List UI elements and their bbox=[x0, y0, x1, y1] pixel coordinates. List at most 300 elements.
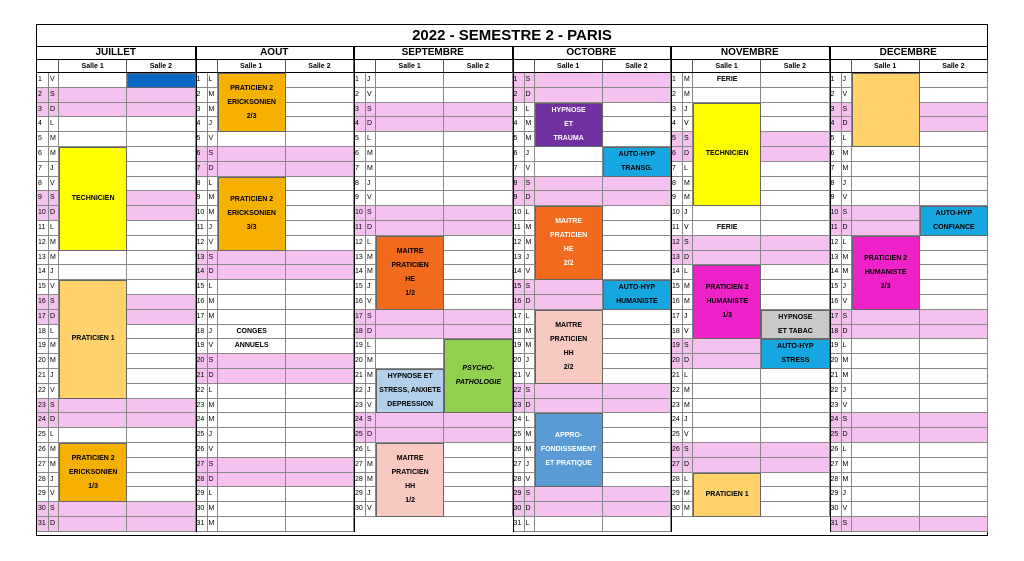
room-slot[interactable] bbox=[218, 354, 286, 369]
room-slot[interactable] bbox=[286, 88, 354, 103]
room-slot[interactable] bbox=[920, 236, 988, 251]
room-slot[interactable] bbox=[444, 147, 512, 162]
room-slot[interactable] bbox=[603, 310, 671, 325]
room-slot[interactable] bbox=[761, 191, 829, 206]
room-slot[interactable] bbox=[286, 221, 354, 236]
room-slot[interactable] bbox=[376, 132, 444, 147]
room-slot[interactable] bbox=[127, 339, 195, 354]
room-slot[interactable] bbox=[444, 103, 512, 118]
room-slot[interactable] bbox=[286, 384, 354, 399]
room-slot[interactable] bbox=[535, 147, 603, 162]
room-slot[interactable] bbox=[286, 251, 354, 266]
room-slot[interactable] bbox=[59, 428, 127, 443]
room-slot[interactable] bbox=[761, 384, 829, 399]
room-slot[interactable] bbox=[852, 147, 920, 162]
room-slot[interactable] bbox=[218, 310, 286, 325]
room-slot[interactable] bbox=[286, 236, 354, 251]
room-slot[interactable] bbox=[127, 280, 195, 295]
room-slot[interactable] bbox=[535, 295, 603, 310]
room-slot[interactable] bbox=[535, 73, 603, 88]
room-slot[interactable] bbox=[376, 221, 444, 236]
room-slot[interactable] bbox=[286, 458, 354, 473]
room-slot[interactable] bbox=[761, 147, 829, 162]
event-block[interactable] bbox=[852, 236, 920, 310]
day-number: 13 bbox=[196, 251, 208, 266]
room-slot[interactable] bbox=[376, 339, 444, 354]
room-slot[interactable] bbox=[761, 295, 829, 310]
room-slot[interactable] bbox=[127, 384, 195, 399]
room-slot[interactable] bbox=[127, 502, 195, 517]
room-slot[interactable] bbox=[761, 280, 829, 295]
room-slot[interactable] bbox=[286, 280, 354, 295]
room-slot[interactable] bbox=[127, 487, 195, 502]
room-slot[interactable] bbox=[761, 103, 829, 118]
room-slot[interactable] bbox=[761, 458, 829, 473]
event-block[interactable] bbox=[920, 206, 988, 236]
room-slot[interactable] bbox=[852, 399, 920, 414]
room-slot[interactable] bbox=[603, 354, 671, 369]
room-slot[interactable] bbox=[127, 325, 195, 340]
room-slot[interactable] bbox=[693, 251, 761, 266]
room-slot[interactable] bbox=[852, 369, 920, 384]
room-slot[interactable] bbox=[852, 162, 920, 177]
room-slot[interactable] bbox=[693, 369, 761, 384]
room-slot[interactable] bbox=[376, 206, 444, 221]
room-slot[interactable] bbox=[376, 428, 444, 443]
room-slot[interactable] bbox=[127, 458, 195, 473]
room-slot[interactable] bbox=[852, 458, 920, 473]
room-slot[interactable] bbox=[218, 295, 286, 310]
room-slot[interactable] bbox=[852, 354, 920, 369]
room-slot[interactable] bbox=[603, 443, 671, 458]
event-block[interactable] bbox=[127, 73, 195, 88]
room-slot[interactable] bbox=[920, 443, 988, 458]
room-slot[interactable] bbox=[286, 310, 354, 325]
room-slot[interactable] bbox=[218, 502, 286, 517]
event-block[interactable] bbox=[693, 73, 761, 88]
room-slot[interactable] bbox=[286, 206, 354, 221]
room-slot[interactable] bbox=[218, 384, 286, 399]
room-slot[interactable] bbox=[444, 413, 512, 428]
room-slot[interactable] bbox=[444, 443, 512, 458]
room-slot[interactable] bbox=[535, 162, 603, 177]
room-slot[interactable] bbox=[852, 206, 920, 221]
event-block[interactable] bbox=[693, 103, 761, 207]
room-slot[interactable] bbox=[535, 399, 603, 414]
room-slot[interactable] bbox=[920, 147, 988, 162]
room-slot[interactable] bbox=[693, 413, 761, 428]
room-slot[interactable] bbox=[920, 369, 988, 384]
room-slot[interactable] bbox=[444, 132, 512, 147]
room-slot[interactable] bbox=[444, 177, 512, 192]
room-slot[interactable] bbox=[761, 473, 829, 488]
room-slot[interactable] bbox=[127, 117, 195, 132]
room-slot[interactable] bbox=[761, 487, 829, 502]
event-block[interactable] bbox=[535, 103, 603, 147]
weekday-letter: D bbox=[525, 191, 535, 206]
room-slot[interactable] bbox=[127, 103, 195, 118]
room-slot[interactable] bbox=[852, 310, 920, 325]
weekday-letter: D bbox=[683, 251, 693, 266]
room-slot[interactable] bbox=[535, 177, 603, 192]
room-slot[interactable] bbox=[693, 339, 761, 354]
room-slot[interactable] bbox=[127, 517, 195, 532]
room-slot[interactable] bbox=[127, 251, 195, 266]
room-slot[interactable] bbox=[127, 132, 195, 147]
room-slot[interactable] bbox=[286, 369, 354, 384]
room-slot[interactable] bbox=[852, 384, 920, 399]
room-slot[interactable] bbox=[603, 339, 671, 354]
room-slot[interactable] bbox=[603, 132, 671, 147]
room-slot[interactable] bbox=[920, 177, 988, 192]
room-slot[interactable] bbox=[127, 443, 195, 458]
room-slot[interactable] bbox=[286, 325, 354, 340]
room-slot[interactable] bbox=[535, 502, 603, 517]
room-slot[interactable] bbox=[444, 221, 512, 236]
room-slot[interactable] bbox=[59, 103, 127, 118]
room-slot[interactable] bbox=[376, 162, 444, 177]
weekday-letter: V bbox=[49, 177, 59, 192]
room-slot[interactable] bbox=[603, 325, 671, 340]
room-slot[interactable] bbox=[693, 354, 761, 369]
room-slot[interactable] bbox=[286, 265, 354, 280]
room-slot[interactable] bbox=[218, 265, 286, 280]
room-slot[interactable] bbox=[286, 413, 354, 428]
day-number: 3 bbox=[196, 103, 208, 118]
room-slot[interactable] bbox=[59, 517, 127, 532]
room-slot[interactable] bbox=[761, 236, 829, 251]
event-block[interactable] bbox=[59, 443, 127, 502]
room-slot[interactable] bbox=[852, 325, 920, 340]
room-slot[interactable] bbox=[59, 399, 127, 414]
room-slot[interactable] bbox=[603, 413, 671, 428]
room-slot[interactable] bbox=[761, 117, 829, 132]
room-slot[interactable] bbox=[920, 162, 988, 177]
room-slot[interactable] bbox=[127, 147, 195, 162]
event-block[interactable] bbox=[693, 221, 761, 236]
room-slot[interactable] bbox=[444, 236, 512, 251]
room-slot[interactable] bbox=[603, 502, 671, 517]
room-slot[interactable] bbox=[127, 369, 195, 384]
room-slot[interactable] bbox=[127, 236, 195, 251]
room-slot[interactable] bbox=[693, 88, 761, 103]
room-slot[interactable] bbox=[218, 473, 286, 488]
room-slot[interactable] bbox=[693, 384, 761, 399]
room-slot[interactable] bbox=[286, 295, 354, 310]
room-slot[interactable] bbox=[286, 443, 354, 458]
room-slot[interactable] bbox=[218, 443, 286, 458]
room-slot[interactable] bbox=[920, 399, 988, 414]
room-slot[interactable] bbox=[693, 443, 761, 458]
room-slot[interactable] bbox=[286, 191, 354, 206]
room-slot[interactable] bbox=[852, 221, 920, 236]
room-slot[interactable] bbox=[444, 428, 512, 443]
room-slot[interactable] bbox=[444, 458, 512, 473]
room-slot[interactable] bbox=[376, 103, 444, 118]
room-slot[interactable] bbox=[920, 325, 988, 340]
event-block[interactable] bbox=[218, 177, 286, 251]
room-slot[interactable] bbox=[376, 117, 444, 132]
room-slot[interactable] bbox=[286, 103, 354, 118]
room-slot[interactable] bbox=[286, 73, 354, 88]
event-block[interactable] bbox=[693, 265, 761, 339]
room-slot[interactable] bbox=[218, 399, 286, 414]
room-slot[interactable] bbox=[603, 487, 671, 502]
room-slot[interactable] bbox=[127, 295, 195, 310]
room-slot[interactable] bbox=[693, 206, 761, 221]
room-slot[interactable] bbox=[286, 428, 354, 443]
event-block[interactable] bbox=[761, 310, 829, 340]
room-slot[interactable] bbox=[286, 487, 354, 502]
event-block[interactable] bbox=[376, 443, 444, 517]
event-block[interactable] bbox=[59, 280, 127, 398]
room-slot[interactable] bbox=[218, 369, 286, 384]
room-slot[interactable] bbox=[920, 251, 988, 266]
room-slot[interactable] bbox=[444, 191, 512, 206]
room-slot[interactable] bbox=[603, 73, 671, 88]
room-slot[interactable] bbox=[852, 339, 920, 354]
room-slot[interactable] bbox=[59, 502, 127, 517]
room-slot[interactable] bbox=[693, 399, 761, 414]
room-slot[interactable] bbox=[376, 177, 444, 192]
room-slot[interactable] bbox=[127, 310, 195, 325]
room-slot[interactable] bbox=[59, 251, 127, 266]
event-block[interactable] bbox=[376, 236, 444, 310]
room-slot[interactable] bbox=[218, 517, 286, 532]
room-slot[interactable] bbox=[444, 502, 512, 517]
room-slot[interactable] bbox=[761, 221, 829, 236]
room-slot[interactable] bbox=[920, 413, 988, 428]
room-slot[interactable] bbox=[761, 162, 829, 177]
room-slot[interactable] bbox=[286, 517, 354, 532]
room-slot[interactable] bbox=[603, 473, 671, 488]
room-slot[interactable] bbox=[920, 458, 988, 473]
room-slot[interactable] bbox=[693, 458, 761, 473]
room-slot[interactable] bbox=[444, 325, 512, 340]
room-slot[interactable] bbox=[376, 413, 444, 428]
event-block[interactable] bbox=[59, 147, 127, 251]
room-slot[interactable] bbox=[852, 487, 920, 502]
room-slot[interactable] bbox=[444, 251, 512, 266]
room-slot[interactable] bbox=[852, 502, 920, 517]
room-slot[interactable] bbox=[920, 339, 988, 354]
room-slot[interactable] bbox=[444, 473, 512, 488]
room-slot[interactable] bbox=[218, 280, 286, 295]
room-slot[interactable] bbox=[920, 295, 988, 310]
day-number: 2 bbox=[513, 88, 525, 103]
event-block[interactable] bbox=[693, 473, 761, 517]
room-slot[interactable] bbox=[286, 132, 354, 147]
room-slot[interactable] bbox=[286, 162, 354, 177]
room-slot[interactable] bbox=[693, 236, 761, 251]
room-slot[interactable] bbox=[920, 384, 988, 399]
room-slot[interactable] bbox=[761, 88, 829, 103]
room-slot[interactable] bbox=[286, 117, 354, 132]
room-slot[interactable] bbox=[218, 251, 286, 266]
room-slot[interactable] bbox=[286, 147, 354, 162]
event-block[interactable] bbox=[444, 339, 512, 413]
room-slot[interactable] bbox=[603, 458, 671, 473]
room-slot[interactable] bbox=[444, 162, 512, 177]
room-slot[interactable] bbox=[920, 487, 988, 502]
room-slot[interactable] bbox=[444, 280, 512, 295]
room-slot[interactable] bbox=[852, 428, 920, 443]
room-slot[interactable] bbox=[603, 117, 671, 132]
room-slot[interactable] bbox=[852, 517, 920, 532]
room-slot[interactable] bbox=[376, 147, 444, 162]
room-slot[interactable] bbox=[920, 132, 988, 147]
room-slot[interactable] bbox=[920, 310, 988, 325]
room-slot[interactable] bbox=[603, 265, 671, 280]
room-slot[interactable] bbox=[920, 354, 988, 369]
room-slot[interactable] bbox=[286, 177, 354, 192]
room-slot[interactable] bbox=[286, 473, 354, 488]
room-slot[interactable] bbox=[218, 132, 286, 147]
room-slot[interactable] bbox=[603, 369, 671, 384]
room-slot[interactable] bbox=[920, 517, 988, 532]
room-slot[interactable] bbox=[761, 428, 829, 443]
room-slot[interactable] bbox=[603, 88, 671, 103]
room-slot[interactable] bbox=[218, 458, 286, 473]
room-slot[interactable] bbox=[127, 354, 195, 369]
room-slot[interactable] bbox=[535, 280, 603, 295]
room-slot[interactable] bbox=[376, 310, 444, 325]
room-slot[interactable] bbox=[59, 132, 127, 147]
room-slot[interactable] bbox=[761, 502, 829, 517]
room-slot[interactable] bbox=[535, 191, 603, 206]
room-slot[interactable] bbox=[444, 117, 512, 132]
room-slot[interactable] bbox=[286, 399, 354, 414]
room-slot[interactable] bbox=[376, 88, 444, 103]
event-block[interactable] bbox=[535, 206, 603, 280]
room-slot[interactable] bbox=[376, 325, 444, 340]
event-block[interactable] bbox=[761, 339, 829, 369]
room-slot[interactable] bbox=[761, 369, 829, 384]
room-slot[interactable] bbox=[376, 354, 444, 369]
room-slot[interactable] bbox=[852, 191, 920, 206]
room-slot[interactable] bbox=[920, 103, 988, 118]
room-slot[interactable] bbox=[59, 73, 127, 88]
room-slot[interactable] bbox=[603, 428, 671, 443]
room-slot[interactable] bbox=[127, 162, 195, 177]
room-slot[interactable] bbox=[920, 502, 988, 517]
room-slot[interactable] bbox=[218, 428, 286, 443]
event-block[interactable] bbox=[218, 73, 286, 132]
room-slot[interactable] bbox=[127, 88, 195, 103]
room-slot[interactable] bbox=[920, 428, 988, 443]
room-slot[interactable] bbox=[920, 280, 988, 295]
room-slot[interactable] bbox=[693, 428, 761, 443]
room-slot[interactable] bbox=[444, 73, 512, 88]
room-slot[interactable] bbox=[920, 473, 988, 488]
room-slot[interactable] bbox=[920, 117, 988, 132]
room-slot[interactable] bbox=[59, 413, 127, 428]
weekday-letter: M bbox=[49, 251, 59, 266]
room-slot[interactable] bbox=[444, 206, 512, 221]
day-number: 14 bbox=[354, 265, 366, 280]
room-slot[interactable] bbox=[218, 147, 286, 162]
room-slot[interactable] bbox=[603, 236, 671, 251]
room-slot[interactable] bbox=[603, 103, 671, 118]
event-block[interactable] bbox=[603, 147, 671, 177]
room-slot[interactable] bbox=[761, 265, 829, 280]
room-slot[interactable] bbox=[603, 191, 671, 206]
room-slot[interactable] bbox=[603, 384, 671, 399]
room-slot[interactable] bbox=[286, 339, 354, 354]
room-slot[interactable] bbox=[761, 399, 829, 414]
room-slot[interactable] bbox=[127, 413, 195, 428]
room-slot[interactable] bbox=[127, 177, 195, 192]
event-block[interactable] bbox=[603, 280, 671, 310]
room-slot[interactable] bbox=[535, 88, 603, 103]
room-slot[interactable] bbox=[127, 206, 195, 221]
room-slot[interactable] bbox=[444, 310, 512, 325]
event-block[interactable] bbox=[218, 325, 286, 355]
room-slot[interactable] bbox=[852, 473, 920, 488]
room-slot[interactable] bbox=[286, 354, 354, 369]
room-slot[interactable] bbox=[852, 177, 920, 192]
room-slot[interactable] bbox=[761, 206, 829, 221]
room-slot[interactable] bbox=[376, 191, 444, 206]
room-slot[interactable] bbox=[59, 117, 127, 132]
room-slot[interactable] bbox=[761, 132, 829, 147]
room-slot[interactable] bbox=[603, 399, 671, 414]
event-block[interactable] bbox=[376, 369, 444, 413]
room-slot[interactable] bbox=[127, 265, 195, 280]
room-slot[interactable] bbox=[535, 517, 603, 532]
room-slot[interactable] bbox=[761, 73, 829, 88]
room-slot[interactable] bbox=[286, 502, 354, 517]
room-slot[interactable] bbox=[603, 221, 671, 236]
room-slot[interactable] bbox=[761, 177, 829, 192]
room-slot[interactable] bbox=[444, 487, 512, 502]
room-slot[interactable] bbox=[920, 191, 988, 206]
room-slot[interactable] bbox=[444, 265, 512, 280]
room-slot[interactable] bbox=[376, 73, 444, 88]
room-slot[interactable] bbox=[535, 384, 603, 399]
room-slot[interactable] bbox=[127, 221, 195, 236]
room-slot[interactable] bbox=[59, 88, 127, 103]
room-slot[interactable] bbox=[920, 265, 988, 280]
room-slot[interactable] bbox=[761, 251, 829, 266]
weekday-letter: S bbox=[366, 413, 376, 428]
event-block[interactable] bbox=[535, 310, 603, 384]
room-slot[interactable] bbox=[444, 88, 512, 103]
event-block[interactable] bbox=[535, 413, 603, 487]
event-block[interactable] bbox=[852, 73, 920, 147]
room-slot[interactable] bbox=[603, 177, 671, 192]
room-slot[interactable] bbox=[444, 295, 512, 310]
room-slot[interactable] bbox=[127, 428, 195, 443]
room-slot[interactable] bbox=[218, 413, 286, 428]
room-slot[interactable] bbox=[218, 162, 286, 177]
room-slot[interactable] bbox=[603, 206, 671, 221]
room-slot[interactable] bbox=[761, 413, 829, 428]
room-slot[interactable] bbox=[218, 487, 286, 502]
room-slot[interactable] bbox=[127, 473, 195, 488]
room-slot[interactable] bbox=[127, 191, 195, 206]
room-slot[interactable] bbox=[535, 487, 603, 502]
room-slot[interactable] bbox=[603, 517, 671, 532]
room-slot[interactable] bbox=[59, 265, 127, 280]
room-slot[interactable] bbox=[603, 251, 671, 266]
room-slot[interactable] bbox=[127, 399, 195, 414]
room-slot[interactable] bbox=[852, 413, 920, 428]
room-slot[interactable] bbox=[920, 88, 988, 103]
room-slot[interactable] bbox=[852, 443, 920, 458]
room-slot[interactable] bbox=[761, 443, 829, 458]
room-slot[interactable] bbox=[920, 73, 988, 88]
